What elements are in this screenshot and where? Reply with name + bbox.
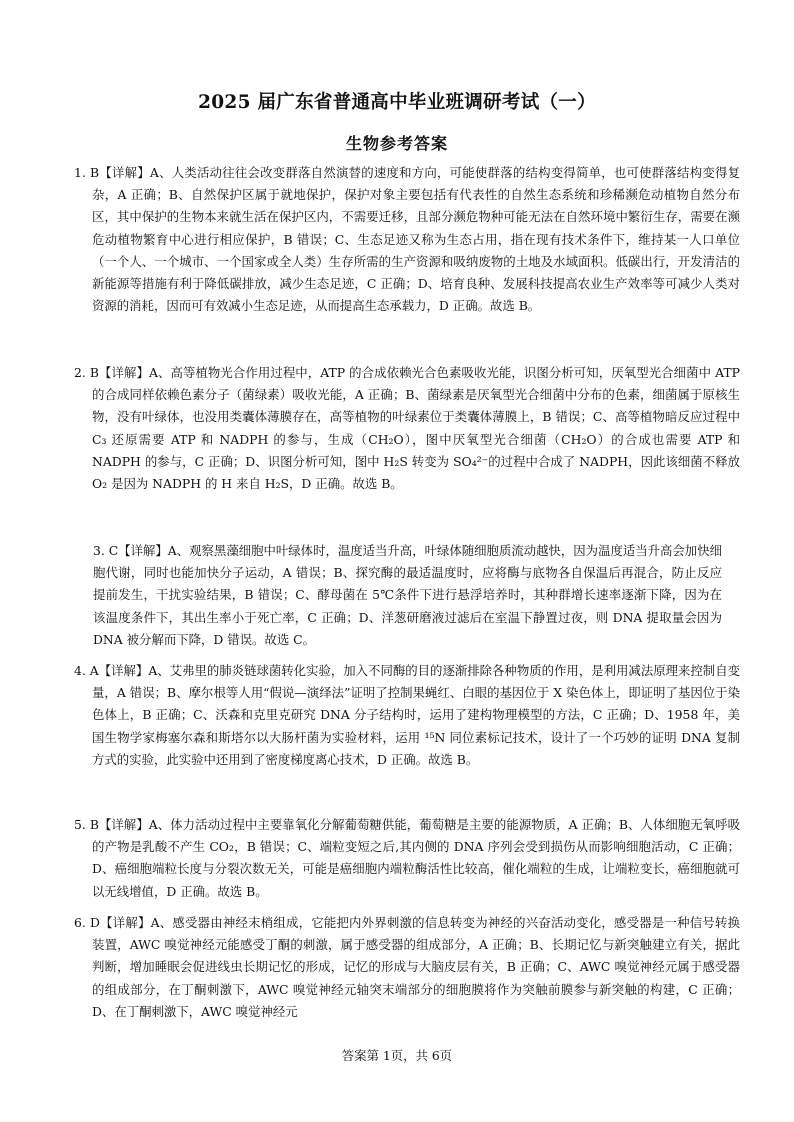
answer-item-5 [74, 814, 740, 903]
page-footer: 答案第 1页，共 6页 [341, 1048, 453, 1063]
page-subtitle: 生物参考答案 [345, 134, 448, 153]
answer-item-6 [74, 912, 740, 1023]
page-title: 2025 届广东省普通高中毕业班调研考试（一） [198, 92, 596, 113]
answer-text: 3. C【详解】A、观察黑藻细胞中叶绿体时，温度适当升高，叶绿体随细胞质流动越快，因为温度适当升高会加快细胞代谢，同时也能加快分子运动，A 错误；B、探究酶的最适温度时，应将酶与底物各自保温后再混合，防止反应提前发生，干扰实验结果，B 错误；C、酵母菌在 5℃条件下进行悬浮培养时，其种群增长速率逐渐下降，因为在该温度条件下，其出生率小于死亡率，C 正确；D、洋葱研磨液过滤后在室温下静置过夜，则 DNA 提取量会因为 DNA 被分解而下降，D 错误。故选 C。 [93, 543, 722, 647]
answer-text: 4. A【详解】A、艾弗里的肺炎链球菌转化实验，加入不同酶的目的逐渐排除各种物质的作用，是利用减法原理来控制自变量，A 错误；B、摩尔根等人用“假说—演绎法”证明了控制果蝇红、白眼的基因位于 X 染色体上，即证明了基因位于染色体上，B 正确；C、沃森和克里克研究 DNA 分子结构时，运用了建构物理模型的方法，C 正确；D、1958 年，美国生物学家梅塞尔森和斯塔尔以大肠杆菌为实验材料，运用 ¹⁵N 同位素标记技术，设计了一个巧妙的证明 DNA 复制方式的实验，此实验中还用到了密度梯度离心技术，D 正确。故选 B。 [74, 663, 740, 767]
answer-item-2 [74, 362, 740, 495]
answer-text: 5. B【详解】A、体力活动过程中主要靠氧化分解葡萄糖供能，葡萄糖是主要的能源物质，A 正确；B、人体细胞无氧呼吸的产物是乳酸不产生 CO₂，B 错误；C、端粒变短之后,其内侧的 DNA 序列会受到损伤从而影响细胞活动，C 正确；D、癌细胞端粒长度与分裂次数无关，可能是癌细胞内端粒酶活性比较高，催化端粒的生成，让端粒变长，癌细胞就可以无线增值，D 正确。故选 B。 [74, 817, 740, 899]
answer-item-4 [74, 660, 740, 771]
answer-item-3 [93, 540, 722, 651]
answer-text: 6. D【详解】A、感受器由神经末梢组成，它能把内外界刺激的信息转变为神经的兴奋活动变化，感受器是一种信号转换装置，AWC 嗅觉神经元能感受丁酮的刺激，属于感受器的组成部分，A 正确；B、长期记忆与新突触建立有关，据此判断，增加睡眠会促进线虫长期记忆的形成，记忆的形成与大脑皮层有关，B 正确；C、AWC 嗅觉神经元属于感受器的组成部分，在丁酮刺激下，AWC 嗅觉神经元轴突末端部分的细胞膜将作为突触前膜参与新突触的构建，C 正确；D、在丁酮刺激下，AWC 嗅觉神经元 [74, 915, 740, 1019]
answer-text: 2. B【详解】A、高等植物光合作用过程中，ATP 的合成依赖光合色素吸收光能，识图分析可知，厌氧型光合细菌中 ATP 的合成同样依赖色素分子（菌绿素）吸收光能，A 正确；B、菌绿素是厌氧型光合细菌中分布的色素，细菌属于原核生物，没有叶绿体，也没用类囊体薄膜存在，高等植物的叶绿素位于类囊体薄膜上，B 错误；C、高等植物暗反应过程中 C₃ 还原需要 ATP 和 NADPH 的参与，生成（CH₂O），图中厌氧型光合细菌（CH₂O）的合成也需要 ATP 和 NADPH 的参与，C 正确；D、识图分析可知，图中 H₂S 转变为 SO₄²⁻的过程中合成了 NADPH，因此该细菌不释放 O₂ 是因为 NADPH 的 H 来自 H₂S，D 正确。故选 B。 [74, 365, 740, 492]
answer-item-1 [74, 162, 740, 317]
answer-text: 1. B【详解】A、人类活动往往会改变群落自然演替的速度和方向，可能使群落的结构变得简单，也可使群落结构变得复杂，A 正确；B、自然保护区属于就地保护，保护对象主要包括有代表性的自然生态系统和珍稀濒危动植物自然分布区，其中保护的生物本来就生活在保护区内，不需要迁移，且部分濒危物种可能无法在自然环境中繁衍生存，需要在濒危动植物繁育中心进行相应保护，B 错误；C、生态足迹又称为生态占用，指在现有技术条件下，维持某一人口单位（一个人、一个城市、一个国家或全人类）生存所需的生产资源和吸纳废物的土地及水域面积。低碳出行，开发清洁的新能源等措施有利于降低碳排放，减少生态足迹，C 正确；D、培育良种、发展科技提高农业生产效率等可减少人类对资源的消耗，因而可有效减小生态足迹，从而提高生态承载力，D 正确。故选 B。 [74, 165, 740, 314]
